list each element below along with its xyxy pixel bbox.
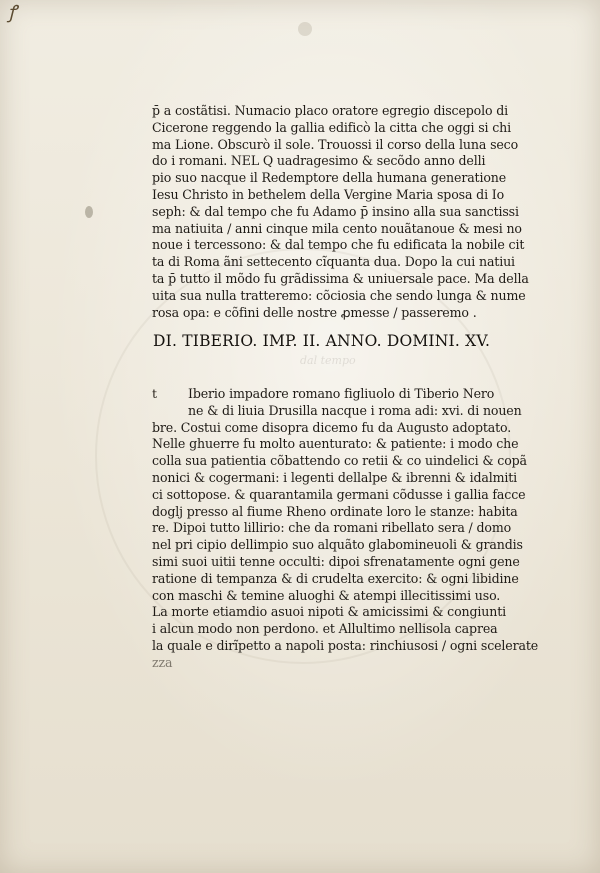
text-line: nonici & cogermani: i legenti dellalpe & ibrenni & idalmiti xyxy=(152,469,518,485)
text-line: do i romani. NEL Q uadragesimo & secõdo anno delli xyxy=(152,153,486,169)
text-line: uita sua nulla tratteremo: cõciosia che sendo lunga & nume xyxy=(152,287,526,303)
text-line: Iberio impadore romano figliuolo di Tiberio Nero xyxy=(188,386,495,401)
corner-ink-mark: ꝭ xyxy=(8,2,17,23)
guide-letter: t xyxy=(152,386,158,401)
text-line: ratione di tempanza & di crudelta exercito: & ogni libidine xyxy=(152,570,519,586)
text-line: rosa opa: e cõfini delle nostre ꝓmesse / passeremo . xyxy=(152,304,477,320)
text-line: ma natiuita / anni cinque mila cento nouãtanoue & mesi no xyxy=(152,220,522,236)
text-line: simi suoi uitii tenne occulti: dipoi sfrenatamente ogni gene xyxy=(152,553,520,569)
margin-stain xyxy=(85,206,93,218)
text-line: nel pri cipio dellimpio suo alquãto glabomineuoli & grandis xyxy=(152,537,523,553)
text-line: con maschi & temine aluoghi & atempi illecitissimi uso. xyxy=(152,587,501,603)
text-line: ne & di liuia Drusilla nacque i roma adi: xvi. di nouen xyxy=(188,402,522,418)
text-line: ma Lione. Obscurò il sole. Trouossi il corso della luna seco xyxy=(152,136,519,152)
page-stain xyxy=(298,22,312,36)
text-line: pio suo nacque il Redemptore della humana generatione xyxy=(152,170,507,186)
text-line: noue i tercessono: & dal tempo che fu edificata la nobile cit xyxy=(152,237,525,253)
text-line: bre. Costui come disopra dicemo fu da Augusto adoptato. xyxy=(152,419,512,435)
text-line: Nelle ghuerre fu molto auenturato: & patiente: i modo che xyxy=(152,436,519,452)
text-line: p̄ a costãtisi. Numacio placo oratore egregio discepolo di xyxy=(152,103,509,118)
text-line: doglj presso al fiume Rheno ordinate loro le stanze: habita xyxy=(152,503,518,519)
section-heading: DI. TIBERIO. IMP. II. ANNO. DOMINI. XV. xyxy=(153,332,491,350)
text-line: i alcun modo non perdono. et Allultimo nellisola caprea xyxy=(152,621,498,637)
text-line: re. Dipoi tutto lillirio: che da romani ribellato sera / domo xyxy=(152,520,512,536)
paragraph-2 xyxy=(152,386,539,672)
text-line: la quale e dirĩpetto a napoli posta: rinchiusosi / ogni scelerate xyxy=(152,637,539,653)
text-line: La morte etiamdio asuoi nipoti & amicissimi & congiunti xyxy=(152,604,506,620)
paragraph-1 xyxy=(152,103,529,321)
text-line: ta di Roma ãni settecento cĩquanta dua. Dopo la cui natiui xyxy=(152,254,515,270)
text-line: Iesu Christo in bethelem della Vergine Maria sposa di Io xyxy=(152,186,505,202)
text-line: ci sottopose. & quarantamila germani cõdusse i gallia facce xyxy=(152,486,526,502)
trailing-line: zza xyxy=(152,654,173,670)
text-line: Cicerone reggendo la gallia edificò la citta che oggi si chi xyxy=(152,119,512,135)
text-line: ta p̄ tutto il mõdo fu grãdissima & uniuersale pace. Ma della xyxy=(152,270,529,286)
text-line: seph: & dal tempo che fu Adamo p̄ insino alla sua sanctissi xyxy=(152,203,519,219)
bleed-through-text: dal tempo xyxy=(300,354,356,367)
text-line: colla sua patientia cõbattendo co retii & co uindelici & copã xyxy=(152,453,527,469)
